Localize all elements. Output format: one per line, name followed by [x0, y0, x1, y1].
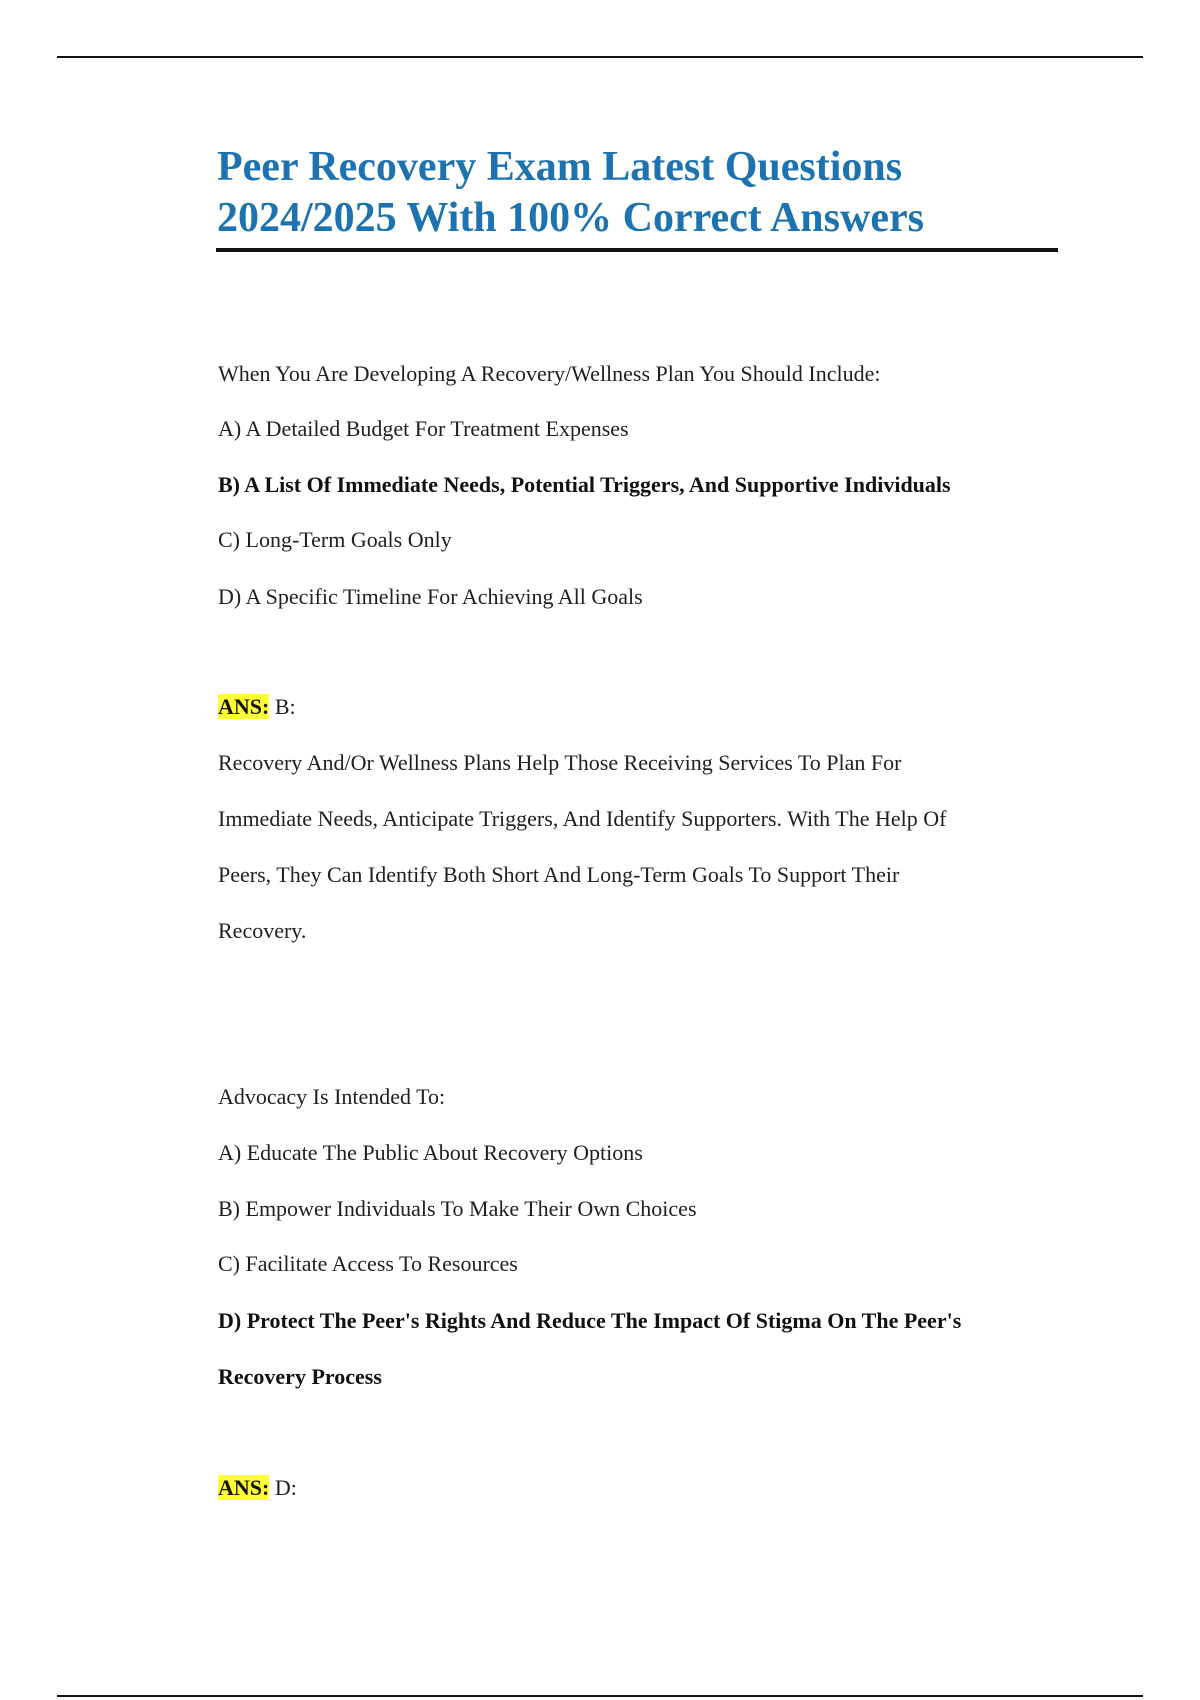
title-line-2: 2024/2025 With 100% Correct Answers	[217, 195, 924, 241]
explanation-line-3: Peers, They Can Identify Both Short And Long-Term Goals To Support Their	[218, 862, 900, 887]
page-bottom-rule	[57, 1695, 1143, 1697]
question-2-option-d-correct: D) Protect The Peer's Rights And Reduce The Impact Of Stigma On The Peer's	[218, 1308, 962, 1333]
explanation-line-1: Recovery And/Or Wellness Plans Help Those Receiving Services To Plan For	[218, 750, 902, 775]
answer-value: D:	[274, 1475, 297, 1500]
answer-value: B:	[274, 694, 296, 719]
question-1-option-a: A) A Detailed Budget For Treatment Expenses	[218, 416, 629, 441]
question-2-text: Advocacy Is Intended To:	[218, 1084, 446, 1109]
explanation-line-2: Immediate Needs, Anticipate Triggers, And Identify Supporters. With The Help Of	[218, 806, 947, 831]
question-2-option-a: A) Educate The Public About Recovery Options	[218, 1140, 643, 1165]
page-top-rule	[57, 56, 1143, 58]
question-2-answer	[218, 1474, 297, 1502]
title-underline	[216, 248, 1058, 252]
explanation-line-4: Recovery.	[218, 918, 307, 943]
answer-label-highlight: ANS:	[218, 1475, 270, 1500]
question-1-option-d: D) A Specific Timeline For Achieving All Goals	[218, 584, 643, 609]
question-1-option-c: C) Long-Term Goals Only	[218, 527, 452, 552]
title-line-1: Peer Recovery Exam Latest Questions	[217, 144, 903, 190]
question-1-answer	[218, 693, 296, 721]
question-2-option-c: C) Facilitate Access To Resources	[218, 1251, 518, 1276]
question-2-option-b: B) Empower Individuals To Make Their Own Choices	[218, 1196, 697, 1221]
question-1-text: When You Are Developing A Recovery/Wellness Plan You Should Include:	[218, 361, 881, 386]
question-1-option-b-correct: B) A List Of Immediate Needs, Potential Triggers, And Supportive Individuals	[218, 472, 951, 497]
question-2-option-d-continuation: Recovery Process	[218, 1364, 382, 1389]
document-title	[217, 142, 1057, 244]
answer-label-highlight: ANS:	[218, 694, 270, 719]
